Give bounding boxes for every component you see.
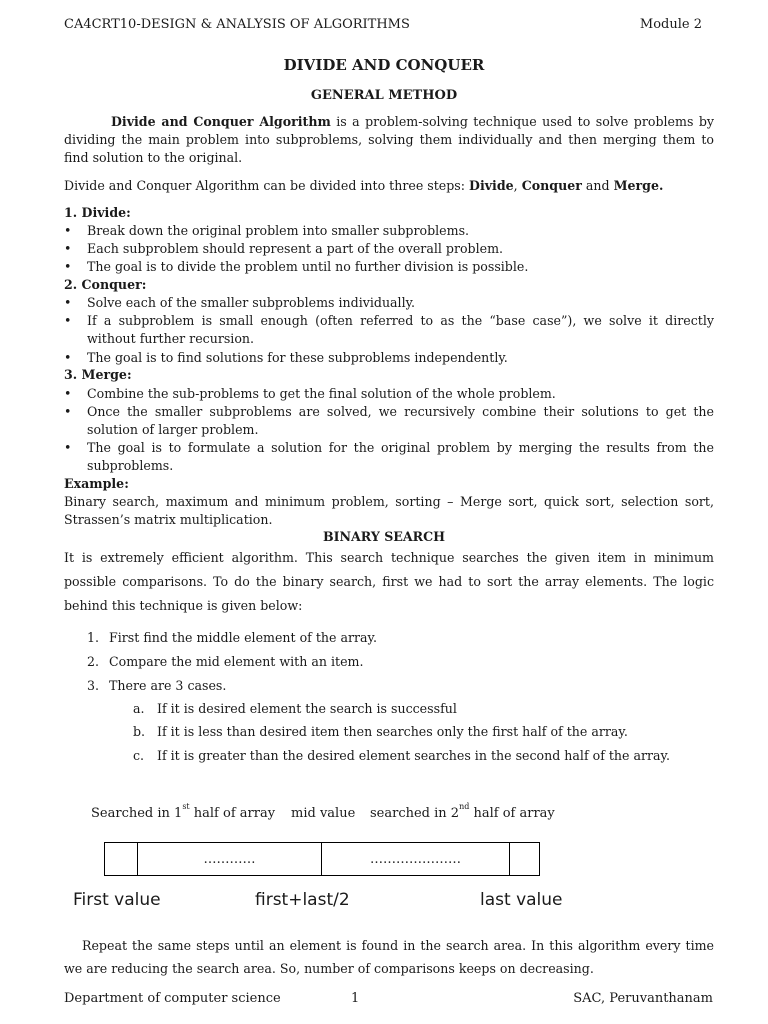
array-cell-last [509,842,540,876]
step-number: 3. [87,678,100,693]
steps-merge: Merge. [613,178,664,193]
step-number: 1. [87,630,100,645]
footer-page-number: 1 [351,991,360,1006]
steps-divide: Divide [469,178,514,193]
intro-paragraph [64,113,714,168]
footer-department: Department of computer science [64,991,281,1006]
diagram-label-first-half: Searched in 1st half of array [91,802,276,821]
array-cell-first [104,842,138,876]
array-dots-right: ………………… [370,852,461,867]
step-number: 2. [87,654,100,669]
case-letter: b. [133,724,146,739]
diagram-label-second-half: searched in 2nd half of array [370,802,555,821]
steps-sep1: , [513,178,522,193]
steps-intro-text: Divide and Conquer Algorithm can be divided into three steps: [64,178,470,193]
list-item: • If a subproblem is small enough (often referred to as the “base case”), we solve it directly without further recursion. [64,313,714,347]
list-item: • Each subproblem should represent a part of the overall problem. [64,241,504,256]
page-title: DIVIDE AND CONQUER [283,56,485,74]
example-heading: Example: [64,476,129,491]
list-item: • Combine the sub-problems to get the final solution of the whole problem. [64,386,556,401]
case-text: If it is less than desired item then searches only the first half of the array. [157,724,628,739]
list-item: • The goal is to find solutions for these subproblems independently. [64,350,508,365]
case-letter: a. [133,701,145,716]
section-title-binary-search: BINARY SEARCH [322,529,446,544]
diagram-label-mid: mid value [291,806,356,821]
conquer-heading: 2. Conquer: [64,277,147,292]
step-text: First find the middle element of the array. [109,630,377,645]
step-text: Compare the mid element with an item. [109,654,364,669]
array-dots-left: ………… [203,852,256,867]
header-module: Module 2 [639,17,702,32]
label-mid-formula: first+last/2 [255,890,350,910]
list-item: • Solve each of the smaller subproblems individually. [64,295,416,310]
binary-search-paragraph: It is extremely efficient algorithm. This search technique searches the given item in minimum possible comparisons. To do the binary search, first we had to sort the array elements. The logic behind this technique is given below: [64,550,714,613]
case-text: If it is desired element the search is successful [157,701,457,716]
divide-heading: 1. Divide: [64,205,131,220]
steps-intro [64,177,714,195]
list-item: • The goal is to formulate a solution for the original problem by merging the results from the subproblems. [64,440,714,474]
intro-rest: is a problem-solving technique used to solve problems by dividing the main problem into subproblems, solving them individually and then merging them to find solution to the original. [64,114,714,166]
list-item: • The goal is to divide the problem until no further division is possible. [64,259,529,274]
closing-paragraph: Repeat the same steps until an element is found in the search area. In this algorithm every time we are reducing the search area. So, number of comparisons keeps on decreasing. [64,938,714,976]
example-text: Binary search, maximum and minimum problem, sorting – Merge sort, quick sort, selection sort, Strassen’s matrix multiplication. [64,494,714,528]
list-item: • Once the smaller subproblems are solved, we recursively combine their solutions to get the solution of larger problem. [64,404,714,438]
steps-conquer: Conquer [521,178,582,193]
section-title-general-method: GENERAL METHOD [310,88,458,103]
header-course: CA4CRT10-DESIGN & ANALYSIS OF ALGORITHMS [64,17,410,32]
step-text: There are 3 cases. [109,678,227,693]
list-item: • Break down the original problem into smaller subproblems. [64,223,470,238]
label-last-value: last value [480,890,563,910]
case-text: If it is greater than the desired element searches in the second half of the array. [157,748,670,763]
footer-college: SAC, Peruvanthanam [573,991,713,1006]
case-letter: c. [133,748,145,763]
merge-heading: 3. Merge: [64,367,132,382]
intro-bold: Divide and Conquer Algorithm [111,114,331,129]
label-first-value: First value [73,890,161,910]
steps-sep2: and [581,178,614,193]
